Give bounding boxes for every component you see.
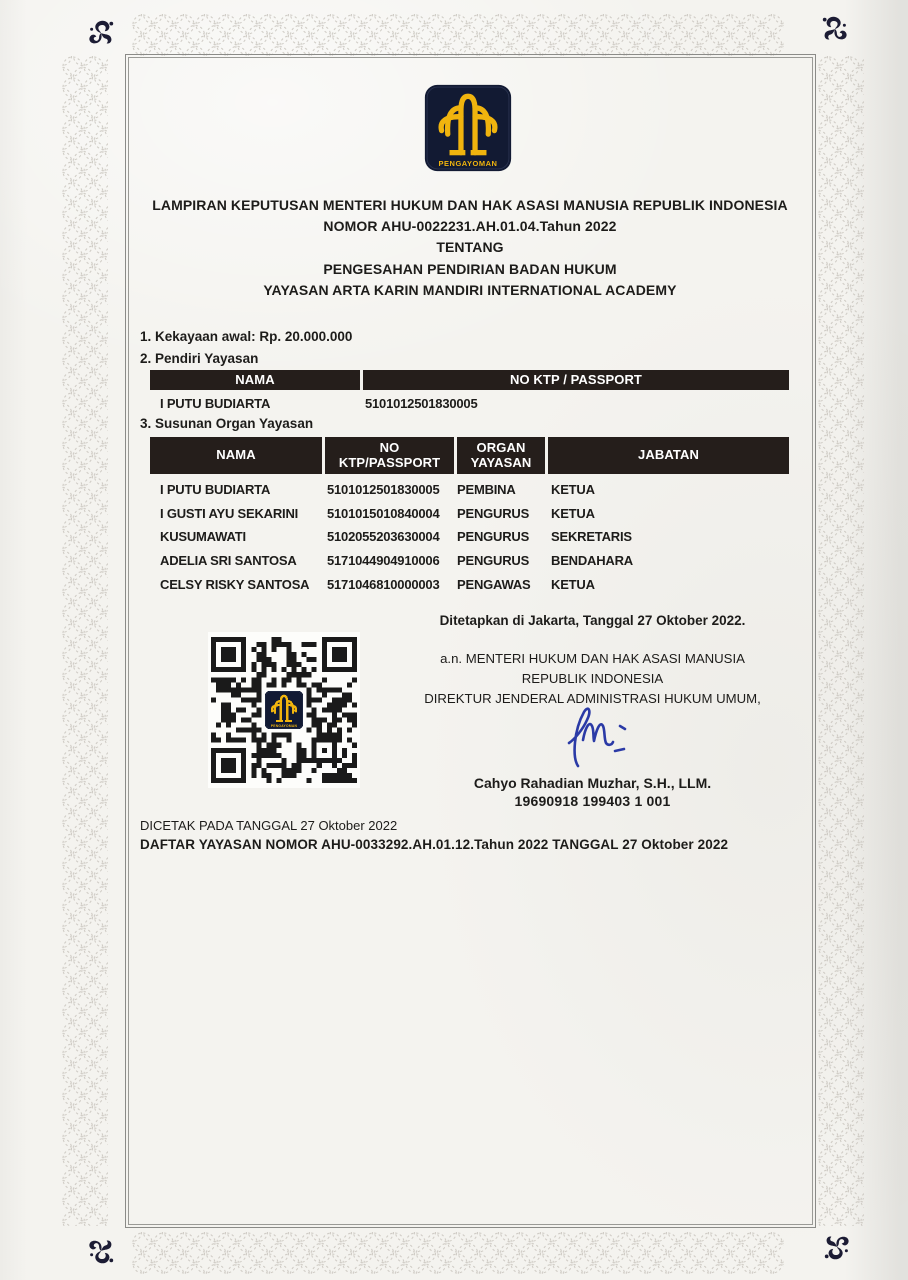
lace-border-bottom	[132, 1232, 784, 1274]
corner-ornament-bottom-right-icon	[822, 1232, 852, 1262]
organ-table-header	[150, 437, 789, 474]
corner-ornament-bottom-left-icon	[86, 1236, 116, 1266]
lace-border-top	[132, 14, 784, 56]
document-title	[130, 195, 810, 301]
organ-row-nama: I PUTU BUDIARTA	[160, 482, 271, 498]
title-line-4: PENGESAHAN PENDIRIAN BADAN HUKUM	[323, 260, 617, 277]
signature	[550, 704, 645, 772]
organ-row-organ: PEMBINA	[457, 482, 516, 498]
organ-header-jabatan: JABATAN	[548, 437, 789, 474]
organ-table-row	[150, 525, 789, 549]
organ-row-noktp: 5101012501830005	[327, 482, 440, 498]
signer-name: Cahyo Rahadian Muzhar, S.H., LLM.	[473, 775, 712, 791]
organ-row-nama: I GUSTI AYU SEKARINI	[160, 505, 299, 521]
title-line-5: YAYASAN ARTA KARIN MANDIRI INTERNATIONAL ACADEMY	[263, 281, 677, 298]
signer-nip: 19690918 199403 1 001	[514, 793, 671, 809]
corner-ornament-top-right-icon	[820, 14, 850, 44]
organ-row-jabatan: KETUA	[551, 482, 595, 498]
organ-header-organ: ORGAN YAYASAN	[457, 437, 545, 474]
founder-nama: I PUTU BUDIARTA	[160, 395, 271, 411]
founders-header-nama: NAMA	[150, 370, 360, 390]
organ-row-nama: ADELIA SRI SANTOSA	[160, 553, 297, 569]
founders-table	[150, 370, 789, 414]
organ-row-noktp: 5102055203630004	[327, 529, 440, 545]
item-initial-wealth: 1. Kekayaan awal: Rp. 20.000.000	[140, 329, 353, 344]
founder-noktp: 5101012501830005	[365, 395, 478, 411]
organ-row-organ: PENGURUS	[457, 529, 530, 545]
organ-row-nama: KUSUMAWATI	[160, 529, 246, 545]
organ-header-nama: NAMA	[150, 437, 322, 474]
organ-table	[150, 437, 789, 596]
qr-code	[208, 632, 360, 788]
founders-table-row	[150, 392, 789, 414]
printed-date-line: DICETAK PADA TANGGAL 27 Oktober 2022	[140, 818, 398, 833]
organ-row-noktp: 5171044904910006	[327, 553, 440, 569]
item-founders-label: 2. Pendiri Yayasan	[140, 351, 259, 366]
founders-header-noktp: NO KTP / PASSPORT	[363, 370, 789, 390]
organ-row-organ: PENGURUS	[457, 553, 530, 569]
title-line-3: TENTANG	[436, 239, 504, 256]
organ-row-jabatan: SEKRETARIS	[551, 529, 632, 545]
organ-row-nama: CELSY RISKY SANTOSA	[160, 576, 310, 592]
qr-code-svg	[211, 635, 357, 785]
organ-row-noktp: 5101015010840004	[327, 505, 440, 521]
organ-table-row	[150, 549, 789, 573]
place-date-line: Ditetapkan di Jakarta, Tanggal 27 Oktober 2022.	[439, 613, 746, 628]
organ-table-rows	[150, 478, 789, 596]
organ-header-noktp: NO KTP/PASSPORT	[325, 437, 454, 474]
lace-border-left	[62, 56, 108, 1226]
title-line-2: NOMOR AHU-0022231.AH.01.04.Tahun 2022	[323, 218, 617, 235]
organ-row-organ: PENGAWAS	[457, 576, 531, 592]
organ-row-jabatan: KETUA	[551, 505, 595, 521]
on-behalf-line-1: a.n. MENTERI HUKUM DAN HAK ASASI MANUSIA	[440, 651, 745, 666]
title-line-1: LAMPIRAN KEPUTUSAN MENTERI HUKUM DAN HAK ASASI MANUSIA REPUBLIK INDONESIA	[152, 197, 788, 213]
organ-row-jabatan: BENDAHARA	[551, 553, 633, 569]
lace-border-right	[818, 56, 864, 1226]
organ-table-row	[150, 502, 789, 526]
ministry-logo	[424, 84, 512, 172]
organ-row-noktp: 5171046810000003	[327, 576, 440, 592]
register-number-line: DAFTAR YAYASAN NOMOR AHU-0033292.AH.01.12.Tahun 2022 TANGGAL 27 Oktober 2022	[140, 837, 729, 852]
organ-table-row	[150, 478, 789, 502]
item-organs-label: 3. Susunan Organ Yayasan	[140, 416, 314, 431]
organ-table-row	[150, 572, 789, 596]
corner-ornament-top-left-icon	[86, 18, 116, 48]
organ-row-jabatan: KETUA	[551, 576, 595, 592]
on-behalf-line-2: REPUBLIK INDONESIA	[521, 671, 664, 686]
on-behalf-line-3: DIREKTUR JENDERAL ADMINISTRASI HUKUM UMUM,	[424, 691, 761, 706]
organ-row-organ: PENGURUS	[457, 505, 530, 521]
founders-table-header	[150, 370, 789, 390]
